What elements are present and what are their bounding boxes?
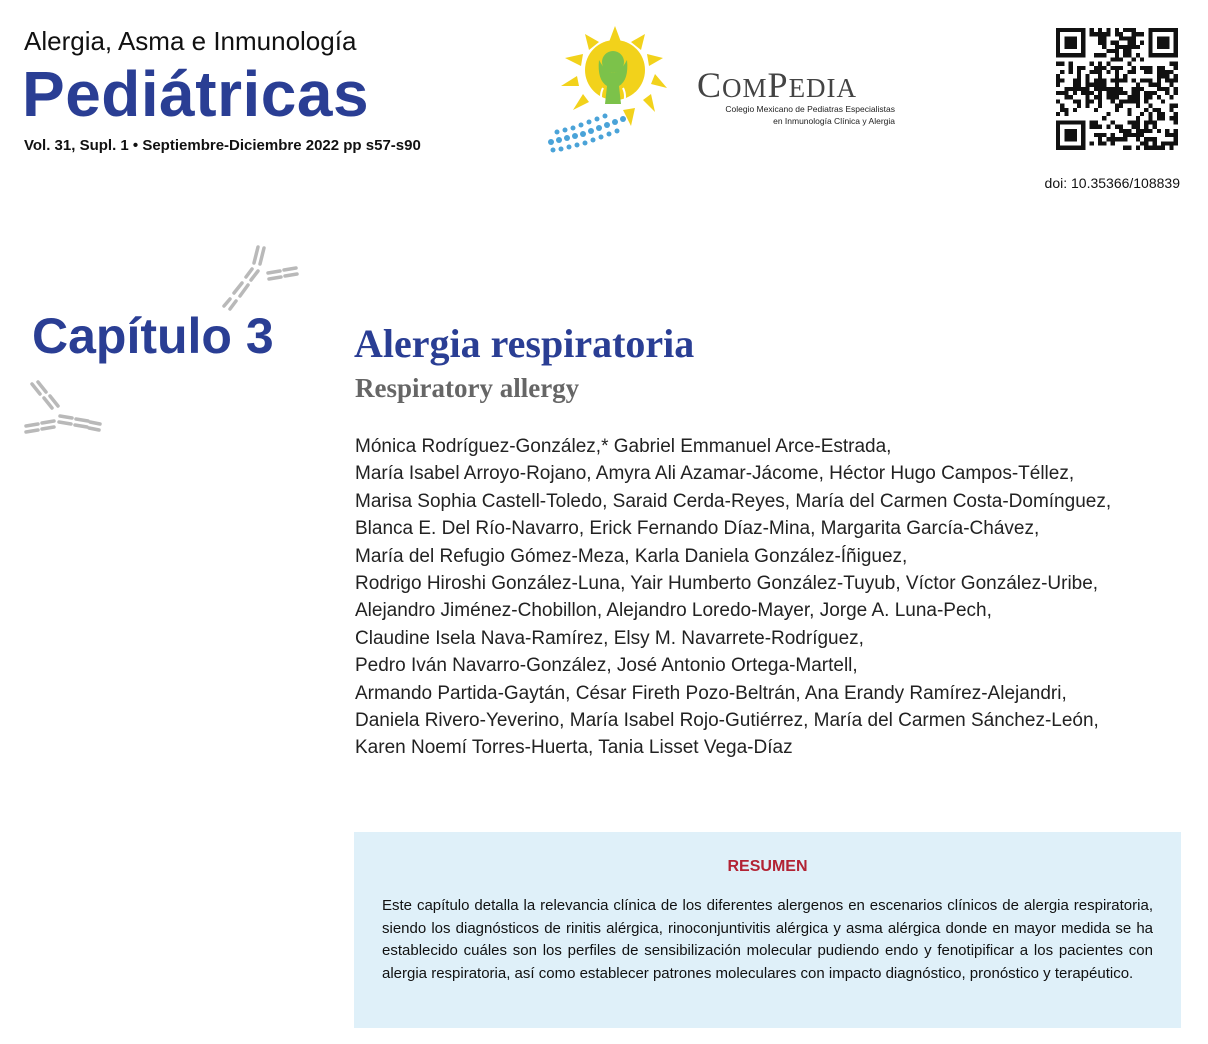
qr-code (1056, 28, 1182, 152)
article-subtitle: Respiratory allergy (355, 373, 580, 403)
journal-subtitle: Alergia, Asma e Inmunología (24, 26, 357, 56)
author-line: Rodrigo Hiroshi González-Luna, Yair Humberto González-Tuyub, Víctor González-Uribe, (355, 573, 1099, 595)
society-name: COMPEDIA (697, 65, 858, 105)
author-line: Pedro Iván Navarro-González, José Antonio Ortega-Martell, (355, 655, 858, 677)
author-line: María Isabel Arroyo-Rojano, Amyra Ali Azamar-Jácome, Héctor Hugo Campos-Téllez, (355, 463, 1075, 485)
summary-heading: RESUMEN (727, 858, 808, 875)
author-line: Armando Partida-Gaytán, César Fireth Pozo-Beltrán, Ana Erandy Ramírez-Alejandri, (355, 682, 1067, 704)
summary-text: Este capítulo detalla la relevancia clínica de los diferentes alergenos en escenarios clínicos de alergia respiratoria, siendo los diagnósticos de rinitis alérgica, rinoconjuntivitis alérgica y asma alérgica donde en mayor medida se ha establecido cuáles son los perfiles de sensibilización molecular pudiendo endo y fenotipificar a los pacientes con alergia respiratoria, así como establecer patrones moleculares con impacto diagnóstico, pronóstico y terapéutico. (382, 897, 1153, 982)
author-line: Mónica Rodríguez-González,* Gabriel Emmanuel Arce-Estrada, (355, 436, 892, 457)
author-line: Blanca E. Del Río-Navarro, Erick Fernando Díaz-Mina, Margarita García-Chávez, (355, 518, 1040, 540)
journal-title: Pediátricas (22, 58, 370, 130)
article-title: Alergia respiratoria (354, 321, 695, 366)
doi: doi: 10.35366/108839 (1044, 175, 1180, 191)
author-line: Karen Noemí Torres-Huerta, Tania Lisset Vega-Díaz (355, 737, 793, 759)
author-line: María del Refugio Gómez-Meza, Karla Daniela González-Íñiguez, (355, 545, 908, 567)
summary-box (354, 832, 1181, 1028)
antibody-icon (220, 243, 300, 313)
author-list (355, 433, 1195, 762)
society-description: Colegio Mexicano de Pediatras Especialistas en Inmunología Clínica y Alergia (725, 104, 895, 126)
author-line: Marisa Sophia Castell-Toledo, Saraid Cerda-Reyes, María del Carmen Costa-Domínguez, (355, 490, 1112, 512)
journal-volume-info: Vol. 31, Supl. 1 • Septiembre-Diciembre 2022 pp s57-s90 (24, 137, 421, 154)
chapter-label: Capítulo 3 (32, 308, 274, 364)
antibody-icon (22, 380, 104, 438)
author-line: Claudine Isela Nava-Ramírez, Elsy M. Navarrete-Rodríguez, (355, 627, 864, 649)
society-sun-logo (543, 22, 673, 154)
author-line: Alejandro Jiménez-Chobillon, Alejandro Loredo-Mayer, Jorge A. Luna-Pech, (355, 600, 992, 622)
author-line: Daniela Rivero-Yeverino, María Isabel Rojo-Gutiérrez, María del Carmen Sánchez-León, (355, 710, 1099, 732)
